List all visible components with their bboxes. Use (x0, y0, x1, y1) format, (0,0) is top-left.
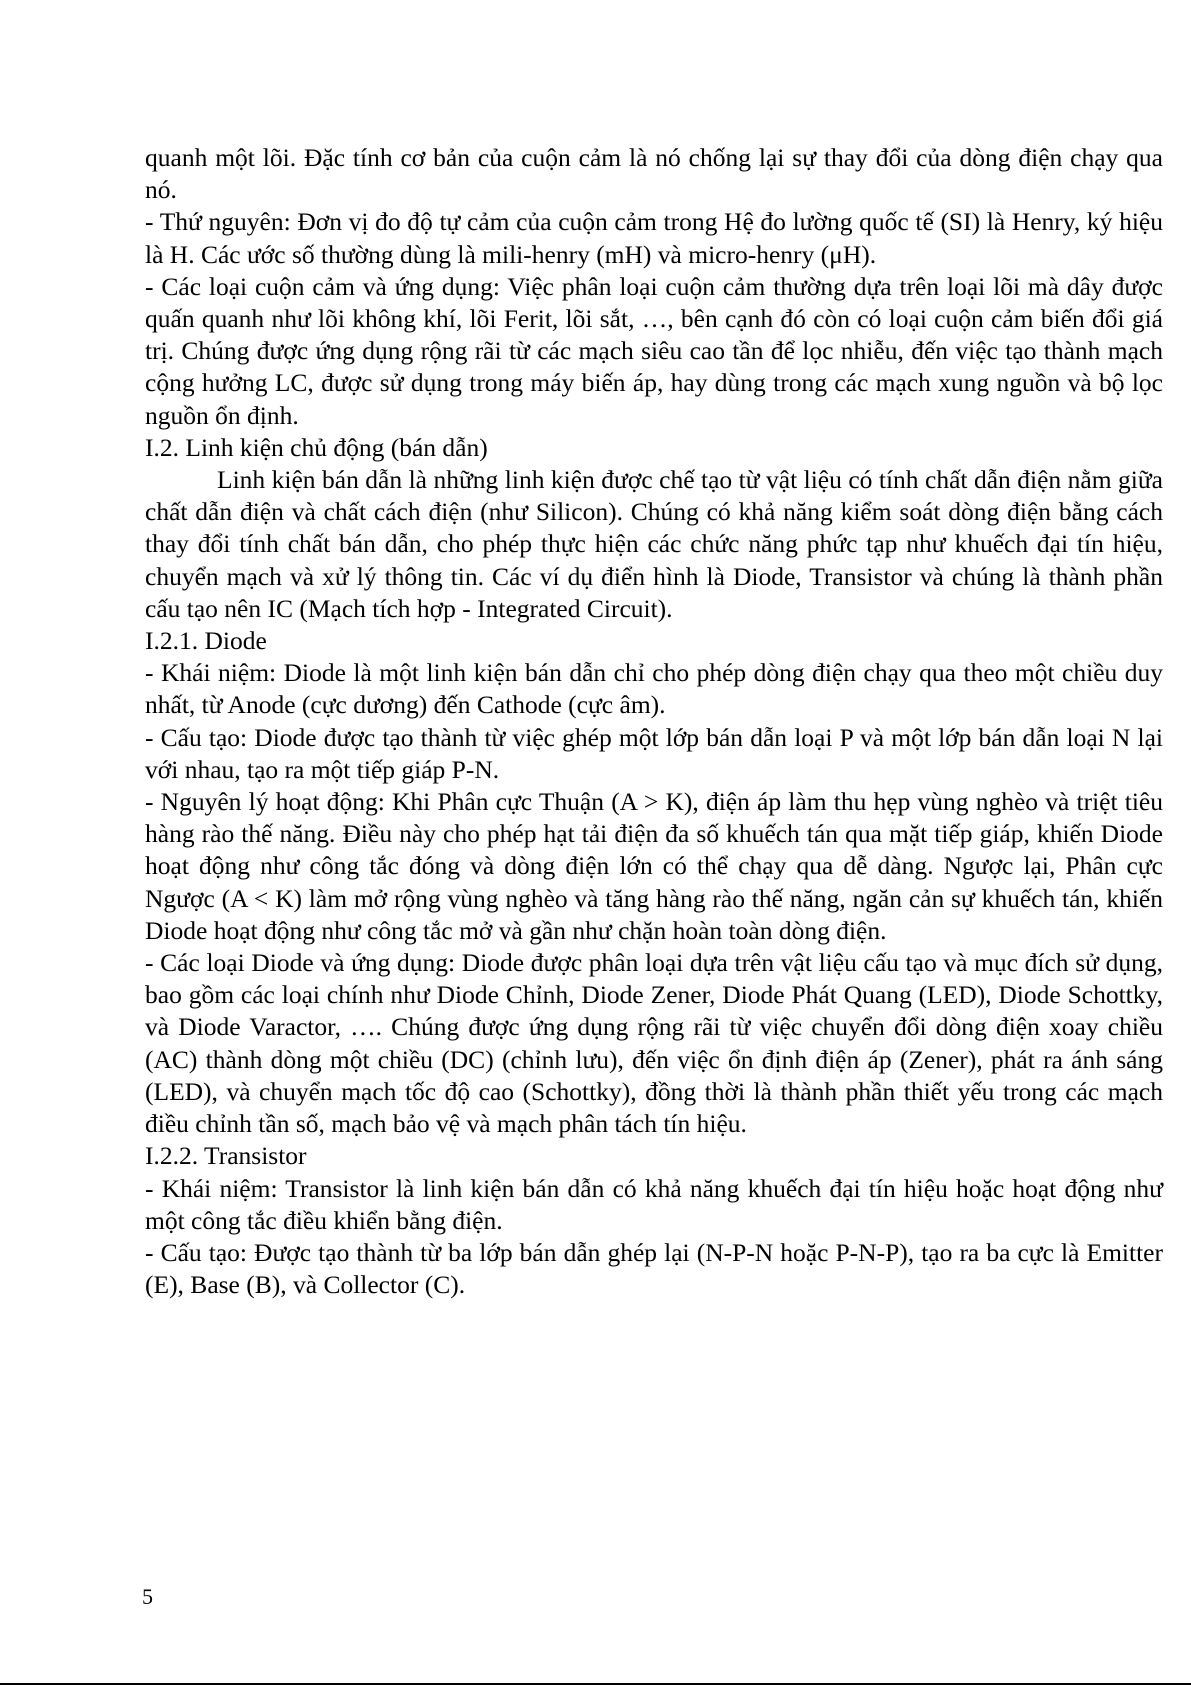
paragraph-inductor-unit: - Thứ nguyên: Đơn vị đo độ tự cảm của cuộn cảm trong Hệ đo lường quốc tế (SI) là Henry, ký hiệu là H. Các ước số thường dùng là mili-henry (mH) và micro-henry (μH). (145, 207, 1163, 269)
paragraph-diode-concept: - Khái niệm: Diode là một linh kiện bán dẫn chỉ cho phép dòng điện chạy qua theo một chiều duy nhất, từ Anode (cực dương) đến Cathode (cực âm). (145, 658, 1163, 720)
paragraph-diode-structure: - Cấu tạo: Diode được tạo thành từ việc ghép một lớp bán dẫn loại P và một lớp bán dẫn loại N lại với nhau, tạo ra một tiếp giáp P-N. (145, 722, 1163, 784)
page-number: 5 (142, 1584, 153, 1609)
paragraph-diode-principle: - Nguyên lý hoạt động: Khi Phân cực Thuận (A > K), điện áp làm thu hẹp vùng nghèo và triệt tiêu hàng rào thế năng. Điều này cho phép hạt tải điện đa số khuếch tán qua mặt tiếp giáp, khiến Diode hoạt động như công tắc đóng và dòng điện lớn có thể chạy qua dễ dàng. Ngược lại, Phân cực Ngược (A < K) làm mở rộng vùng nghèo và tăng hàng rào thế năng, ngăn cản sự khuếch tán, khiến Diode hoạt động như công tắc mở và gần như chặn hoàn toàn dòng điện. (145, 787, 1163, 945)
paragraph-diode-types: - Các loại Diode và ứng dụng: Diode được phân loại dựa trên vật liệu cấu tạo và mục đích sử dụng, bao gồm các loại chính như Diode Chỉnh, Diode Zener, Diode Phát Quang (LED), Diode Schottky, và Diode Varactor, …. Chúng được ứng dụng rộng rãi từ việc chuyển đổi dòng điện xoay chiều (AC) thành dòng một chiều (DC) (chỉnh lưu), đến việc ổn định điện áp (Zener), phát ra ánh sáng (LED), và chuyển mạch tốc độ cao (Schottky), đồng thời là thành phần thiết yếu trong các mạch điều chỉnh tần số, mạch bảo vệ và mạch phân tách tín hiệu. (145, 948, 1163, 1139)
section-heading-1-2-1: I.2.1. Diode (145, 626, 267, 656)
paragraph-semiconductor-intro: Linh kiện bán dẫn là những linh kiện được chế tạo từ vật liệu có tính chất dẫn điện nằm giữa chất dẫn điện và chất cách điện (như Silicon). Chúng có khả năng kiểm soát dòng điện bằng cách thay đổi tính chất bán dẫn, cho phép thực hiện các chức năng phức tạp như khuếch đại tín hiệu, chuyển mạch và xử lý thông tin. Các ví dụ điển hình là Diode, Transistor và chúng là thành phần cấu tạo nên IC (Mạch tích hợp - Integrated Circuit). (145, 465, 1163, 623)
paragraph-transistor-structure: - Cấu tạo: Được tạo thành từ ba lớp bán dẫn ghép lại (N-P-N hoặc P-N-P), tạo ra ba cực là Emitter (E), Base (B), và Collector (C). (145, 1237, 1163, 1300)
paragraph-transistor-concept: - Khái niệm: Transistor là linh kiện bán dẫn có khả năng khuếch đại tín hiệu hoặc hoạt động như một công tắc điều khiển bằng điện. (145, 1173, 1163, 1235)
page-body (145, 142, 1163, 1301)
paragraph-inductor-core: quanh một lõi. Đặc tính cơ bản của cuộn cảm là nó chống lại sự thay đổi của dòng điện chạy qua nó. (145, 143, 1163, 205)
paragraph-inductor-types: - Các loại cuộn cảm và ứng dụng: Việc phân loại cuộn cảm thường dựa trên loại lõi mà dây được quấn quanh như lõi không khí, lõi Ferit, lõi sắt, …, bên cạnh đó còn có loại cuộn cảm biến đổi giá trị. Chúng được ứng dụng rộng rãi từ các mạch siêu cao tần để lọc nhiễu, đến việc tạo thành mạch cộng hưởng LC, được sử dụng trong máy biến áp, hay dùng trong các mạch xung nguồn và bộ lọc nguồn ổn định. (145, 271, 1163, 430)
section-heading-1-2: I.2. Linh kiện chủ động (bán dẫn) (145, 432, 488, 462)
section-heading-1-2-2: I.2.2. Transistor (145, 1141, 307, 1171)
